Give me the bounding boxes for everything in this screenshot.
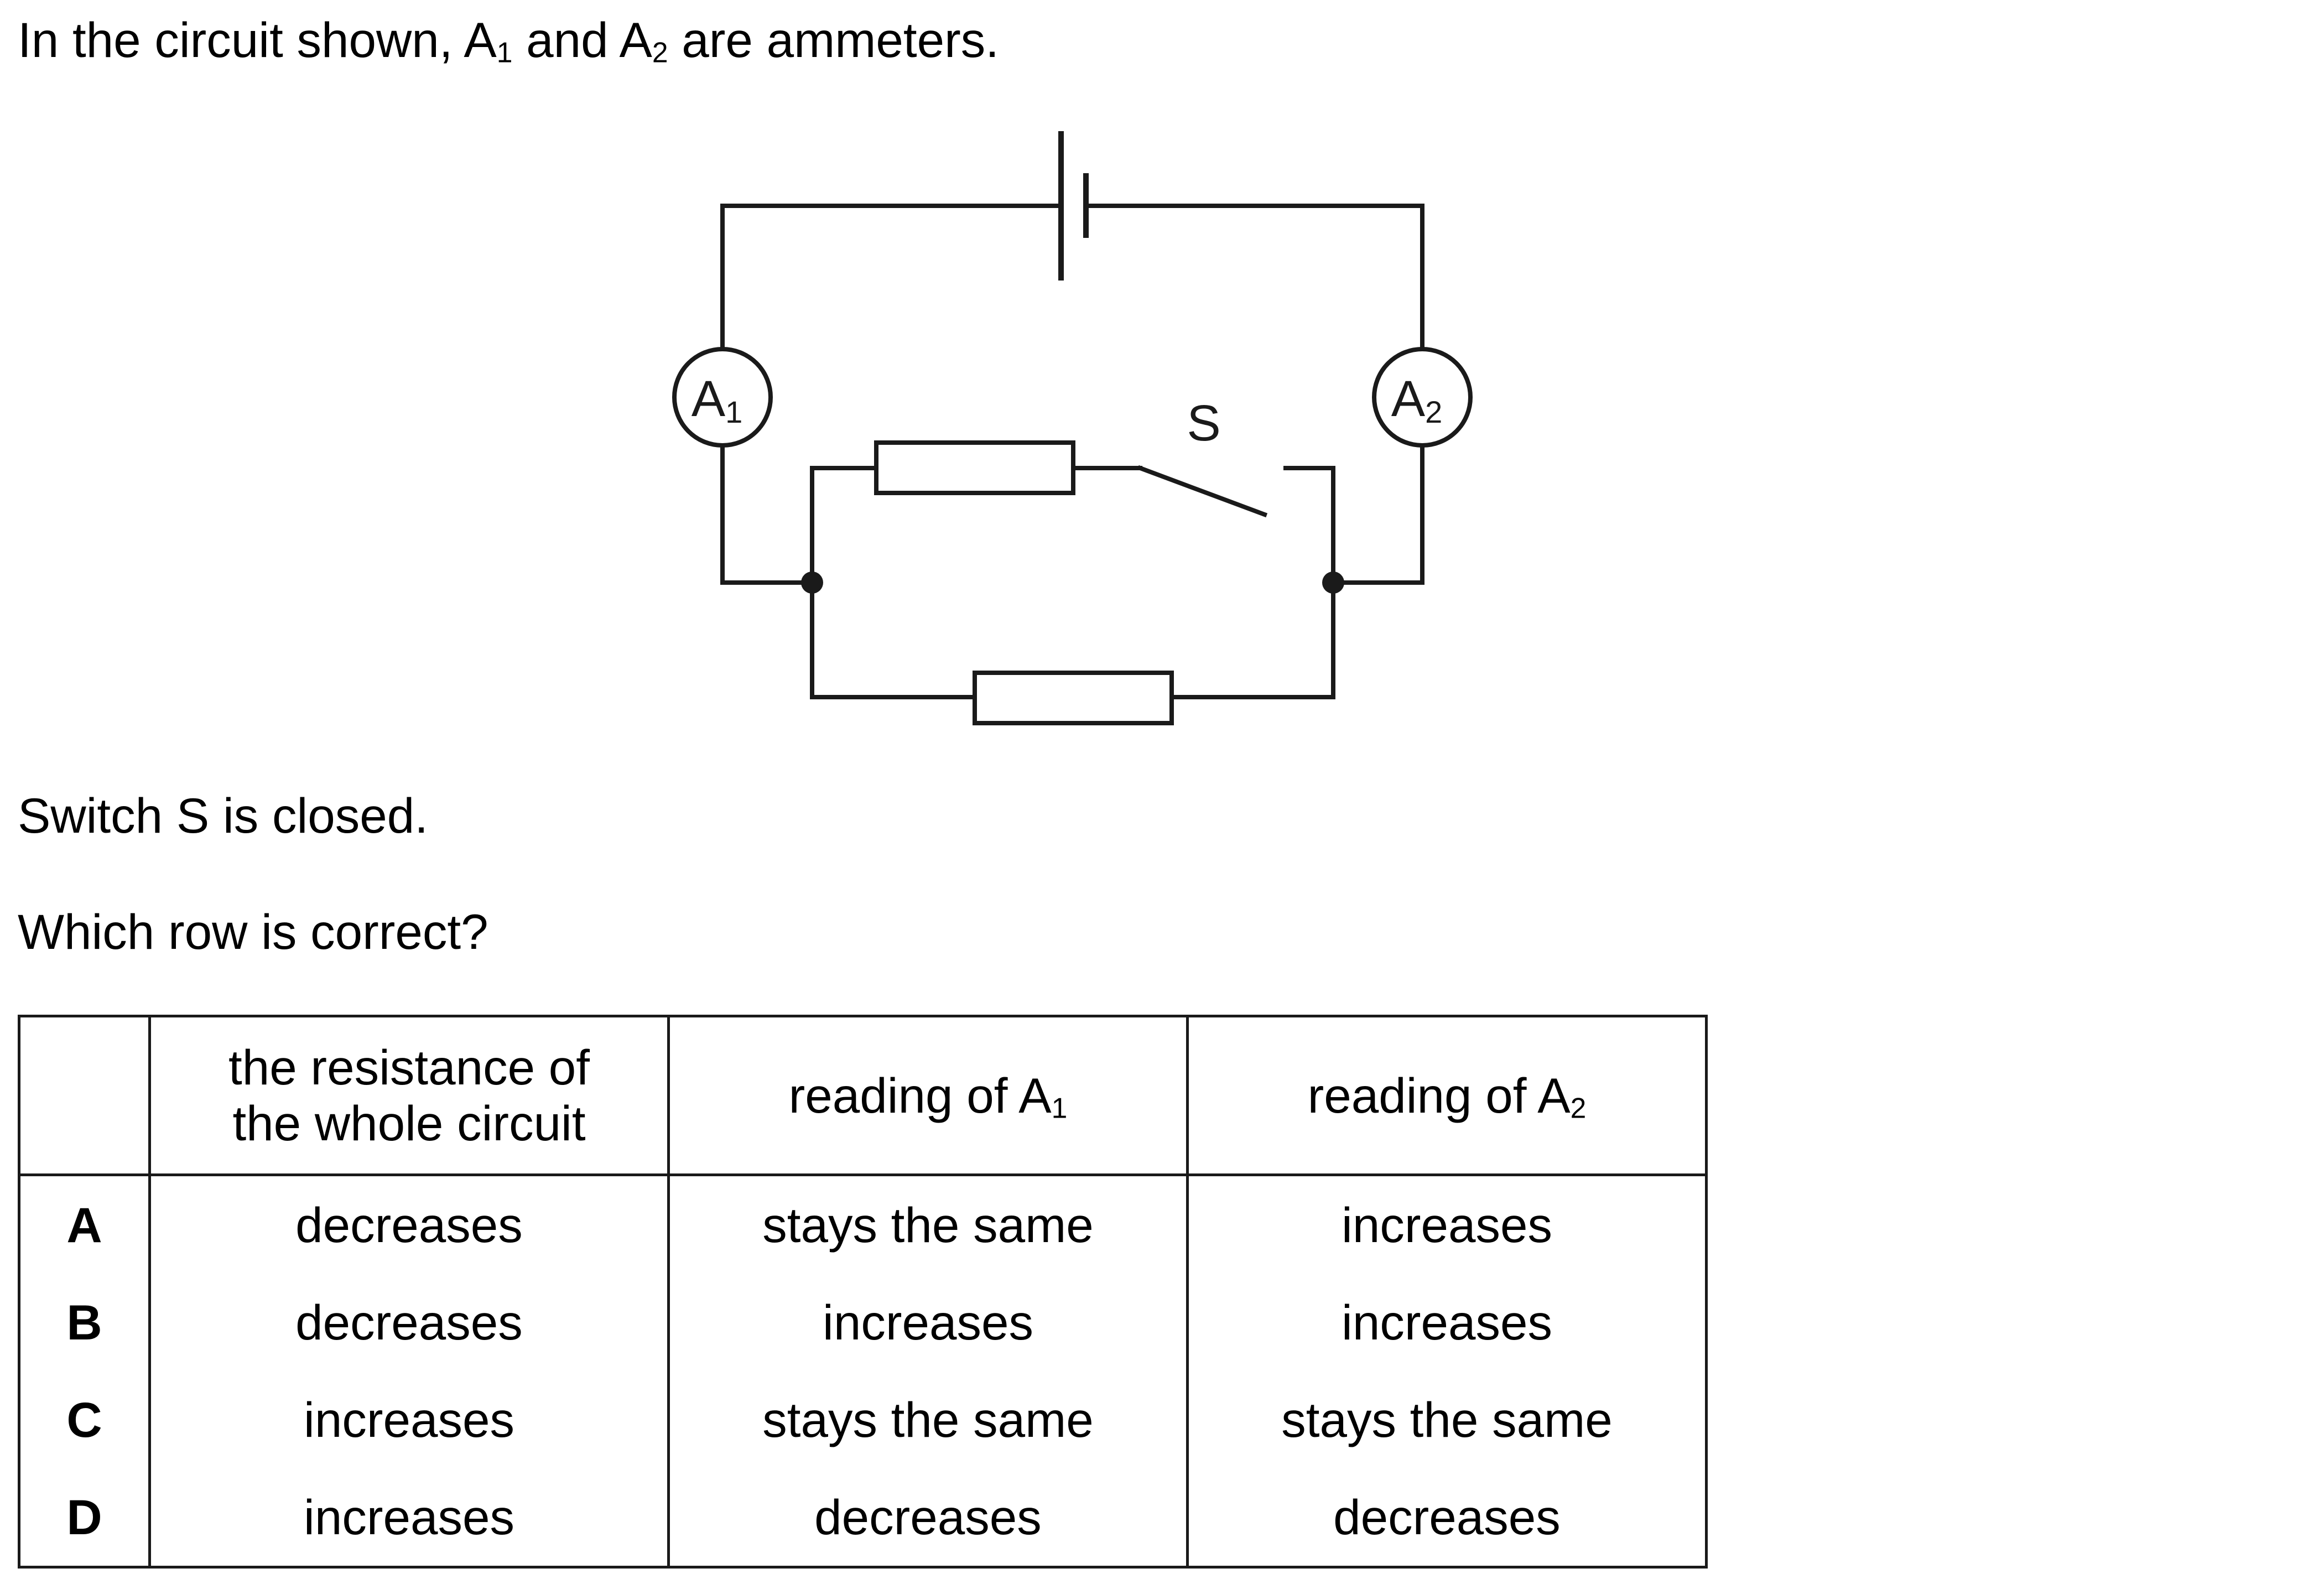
cell-resistance: decreases (150, 1175, 669, 1274)
cell-resistance: increases (150, 1371, 669, 1468)
cell-reading-a1: stays the same (669, 1371, 1188, 1468)
ammeter-1-sub: 1 (725, 394, 743, 429)
cell-reading-a1: stays the same (669, 1175, 1188, 1274)
cell-reading-a1: increases (669, 1274, 1188, 1371)
header-resistance (150, 1016, 669, 1175)
resistor-upper (876, 443, 1073, 493)
header-reading-a1 (669, 1016, 1188, 1175)
table-row (19, 1468, 1707, 1567)
switch-blade (1140, 468, 1265, 515)
cell-reading-a2: stays the same (1188, 1371, 1707, 1468)
cell-reading-a2: increases (1188, 1175, 1707, 1274)
switch-statement: Switch S is closed. (18, 788, 428, 843)
cell-reading-a2: increases (1188, 1274, 1707, 1371)
answer-table (18, 1015, 1708, 1569)
cell-resistance: decreases (150, 1274, 669, 1371)
intro-sub-2: 2 (652, 36, 668, 69)
cell-reading-a2: decreases (1188, 1468, 1707, 1567)
table-header-row (19, 1016, 1707, 1175)
cell-reading-a1: decreases (669, 1468, 1188, 1567)
intro-sub-1: 1 (496, 36, 513, 69)
table-row (19, 1175, 1707, 1274)
header-resistance-line-2: the whole circuit (232, 1095, 586, 1151)
resistor-lower (975, 673, 1172, 723)
ammeter-2-sub: 2 (1425, 394, 1443, 429)
option-letter: A (19, 1175, 150, 1274)
switch-label: S (1187, 395, 1221, 451)
header-reading-a2 (1188, 1016, 1707, 1175)
header-a1-sub: 1 (1051, 1092, 1068, 1124)
header-a2-sub: 2 (1570, 1092, 1587, 1124)
table-row (19, 1274, 1707, 1371)
header-a1-text: reading of A (788, 1067, 1052, 1123)
intro-text-start: In the circuit shown, A (18, 12, 497, 67)
cell-resistance: increases (150, 1468, 669, 1567)
intro-text-middle: and A (512, 12, 652, 67)
option-letter: D (19, 1468, 150, 1567)
intro-text-end: are ammeters. (668, 12, 999, 67)
question-prompt: Which row is correct? (18, 904, 488, 959)
option-letter: C (19, 1371, 150, 1468)
header-empty (19, 1016, 150, 1175)
junction-right (1322, 572, 1344, 594)
header-resistance-line-1: the resistance of (228, 1040, 590, 1095)
ammeter-1-letter: A (691, 371, 726, 427)
header-a2-text: reading of A (1307, 1067, 1571, 1123)
table-row (19, 1371, 1707, 1468)
ammeter-2-letter: A (1391, 371, 1426, 427)
option-letter: B (19, 1274, 150, 1371)
junction-left (801, 572, 823, 594)
